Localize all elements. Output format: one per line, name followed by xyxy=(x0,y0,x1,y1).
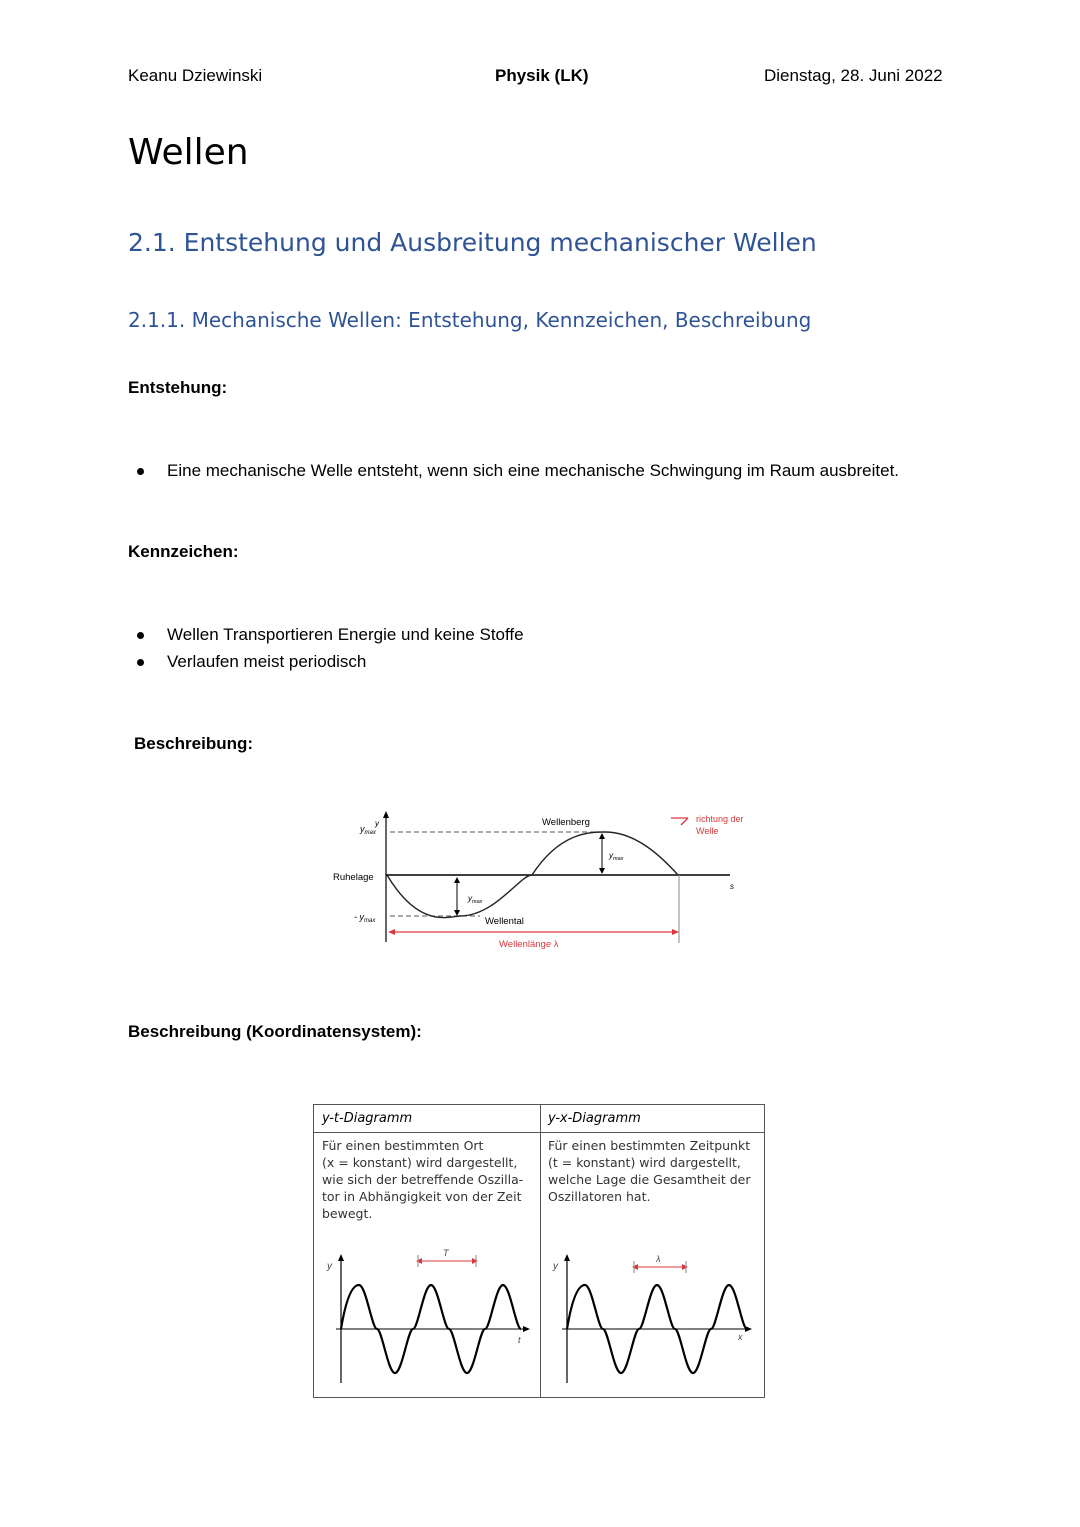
wellenlaenge-label: Wellenlänge λ xyxy=(499,939,559,950)
t-axis-label: t xyxy=(518,1335,521,1345)
wellenberg-label: Wellenberg xyxy=(542,817,590,828)
page-title: Wellen xyxy=(128,132,249,173)
yt-diagram-description: Für einen bestimmten Ort (x = konstant) wird dargestellt, wie sich der betreffende Oszilla- tor in Abhängigkeit von der Zeit bewegt. xyxy=(322,1138,524,1221)
subject-label: Physik (LK) xyxy=(495,66,589,85)
list-item xyxy=(167,625,524,645)
x-axis-label: x xyxy=(738,1332,743,1342)
y-axis-arrow-icon xyxy=(383,811,389,818)
yx-diagram-description: Für einen bestimmten Zeitpunkt (t = konstant) wird dargestellt, welche Lage die Gesamtheit der Oszillatoren hat. xyxy=(548,1138,751,1204)
richtung-label: Welle xyxy=(696,826,719,836)
y-axis-label: y xyxy=(327,1261,332,1272)
section-heading: 2.1. Entstehung und Ausbreitung mechanischer Wellen xyxy=(128,228,817,257)
author-name: Keanu Dziewinski xyxy=(128,66,263,85)
arrowhead-icon xyxy=(454,910,460,916)
beschreibung-heading: Beschreibung: xyxy=(134,734,254,753)
arrowhead-icon xyxy=(388,929,395,935)
arrowhead-icon xyxy=(338,1254,344,1261)
bullet-icon xyxy=(137,659,144,666)
arrowhead-icon xyxy=(672,929,679,935)
arrowhead-icon xyxy=(454,877,460,883)
ymax-label: $y_{max}$ xyxy=(360,824,376,836)
date-label: Dienstag, 28. Juni 2022 xyxy=(764,66,943,85)
arrowhead-icon xyxy=(599,868,605,874)
diagram-comparison-table xyxy=(313,1104,765,1398)
subsection-heading: 2.1.1. Mechanische Wellen: Entstehung, Kennzeichen, Beschreibung xyxy=(128,308,812,332)
wellental-label: Wellental xyxy=(485,916,524,927)
wave-diagram xyxy=(320,805,770,955)
yt-graph xyxy=(314,1245,538,1395)
bullet-icon xyxy=(137,632,144,639)
amplitude-label: $y_{max}$ xyxy=(468,894,483,905)
list-item xyxy=(167,461,899,481)
list-item xyxy=(167,652,366,672)
wavelength-label: λ xyxy=(656,1254,661,1264)
kennzeichen-heading: Kennzeichen: xyxy=(128,542,239,561)
list-item-text: Verlaufen meist periodisch xyxy=(167,652,367,671)
arrowhead-icon xyxy=(472,1258,478,1264)
ruhelage-label: Ruhelage xyxy=(333,872,374,883)
period-label: T xyxy=(443,1248,449,1258)
s-axis-label: s xyxy=(730,882,734,891)
y-axis-label: y xyxy=(375,819,379,828)
arrowhead-icon xyxy=(682,1264,688,1270)
arrowhead-icon xyxy=(523,1326,530,1332)
yx-diagram-column xyxy=(540,1105,764,1397)
neg-ymax-label: - $y_{max}$ xyxy=(354,912,376,924)
yx-diagram-title: y-x-Diagramm xyxy=(548,1111,641,1126)
list-item-text: Wellen Transportieren Energie und keine Stoffe xyxy=(167,625,524,644)
yx-graph xyxy=(540,1245,762,1395)
entstehung-heading: Entstehung: xyxy=(128,378,228,397)
arrowhead-icon xyxy=(632,1264,638,1270)
yt-diagram-title: y-t-Diagramm xyxy=(322,1111,413,1126)
arrowhead-icon xyxy=(599,833,605,839)
richtung-label: richtung der xyxy=(696,814,744,824)
bullet-icon xyxy=(137,468,144,475)
y-axis-label: y xyxy=(553,1261,558,1272)
arrowhead-icon xyxy=(416,1258,422,1264)
yt-diagram-column xyxy=(314,1105,541,1397)
koordinaten-heading: Beschreibung (Koordinatensystem): xyxy=(128,1022,422,1041)
amplitude-label: $y_{max}$ xyxy=(609,851,624,862)
arrowhead-icon xyxy=(564,1254,570,1261)
list-item-text: Eine mechanische Welle entsteht, wenn sich eine mechanische Schwingung im Raum ausbreitet. xyxy=(167,461,900,480)
